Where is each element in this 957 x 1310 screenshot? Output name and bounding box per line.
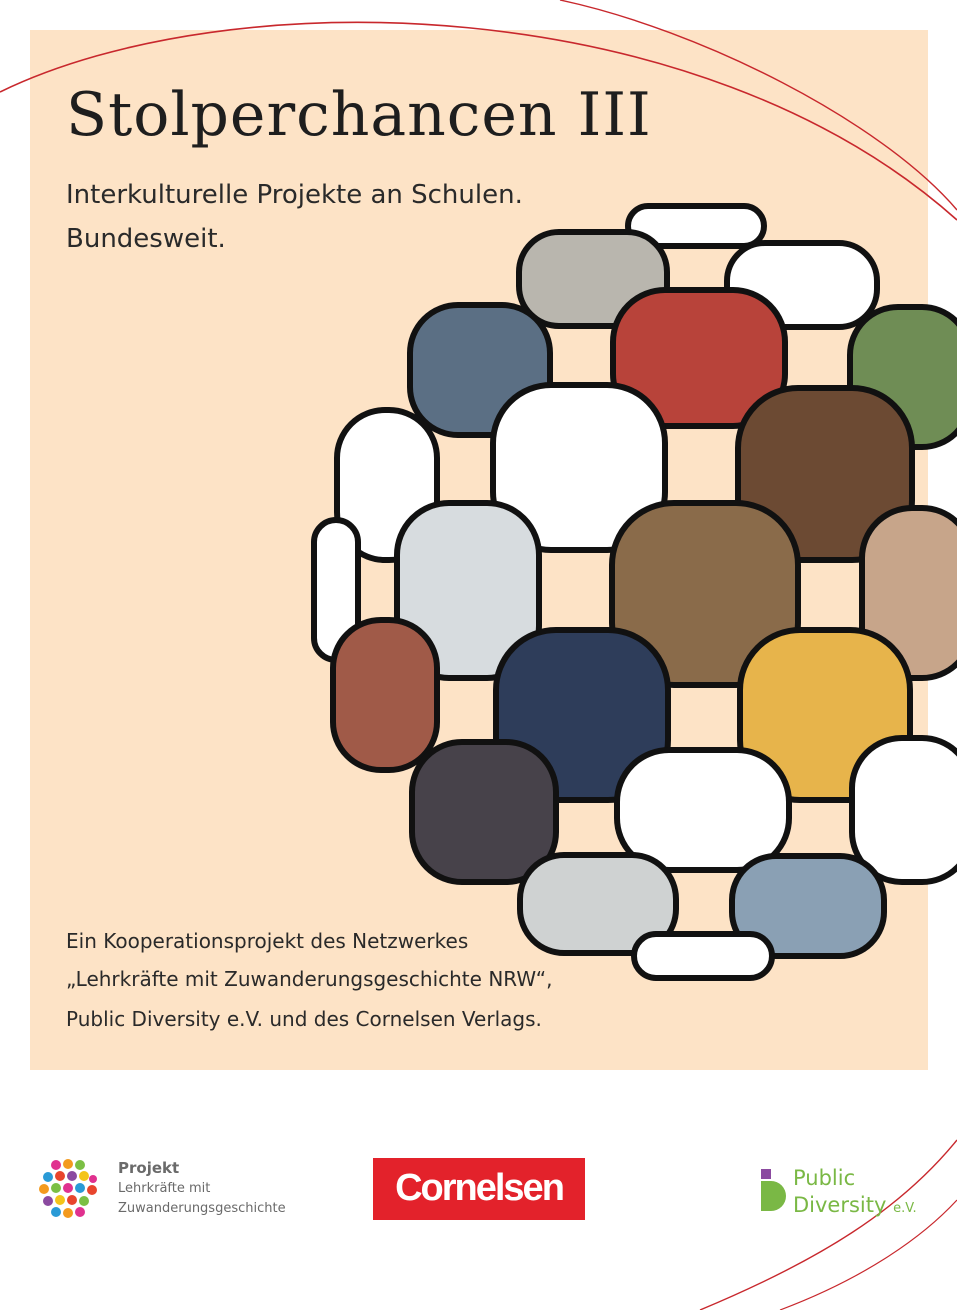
public-diversity-line-1: Public [793, 1166, 856, 1190]
projekt-logo-line-2: Lehrkräfte mit [118, 1181, 211, 1196]
collage-blank-cell [617, 750, 789, 870]
collage-photo [412, 742, 556, 882]
cover-title: Stolperchancen III [66, 80, 652, 150]
collage-photo [333, 620, 437, 770]
collage-blank-cell [634, 934, 772, 978]
projekt-logo-line-1: Projekt [118, 1159, 180, 1177]
projekt-logo-line-3: Zuwanderungsgeschichte [118, 1201, 286, 1216]
cooperation-line-1: Ein Kooperationsprojekt des Netzwerkes [66, 929, 469, 953]
public-diversity-line-2 [793, 1193, 917, 1217]
cornelsen-logo: Cornelsen [373, 1158, 585, 1220]
cover-subtitle-line-2: Bundesweit. [66, 224, 226, 254]
public-diversity-logo [757, 1165, 937, 1225]
public-diversity-mark-icon [757, 1167, 787, 1217]
public-diversity-word: Diversity [793, 1193, 887, 1217]
projekt-logo [36, 1157, 306, 1227]
cooperation-line-2: „Lehrkräfte mit Zuwanderungsgeschichte NRW“, [66, 967, 553, 991]
cooperation-line-3: Public Diversity e.V. und des Cornelsen Verlags. [66, 1007, 542, 1031]
cover-subtitle-line-1: Interkulturelle Projekte an Schulen. [66, 180, 523, 210]
collage-blank-cell [852, 738, 957, 882]
public-diversity-suffix: e.V. [893, 1201, 917, 1216]
colored-dots-globe-icon [36, 1157, 100, 1221]
